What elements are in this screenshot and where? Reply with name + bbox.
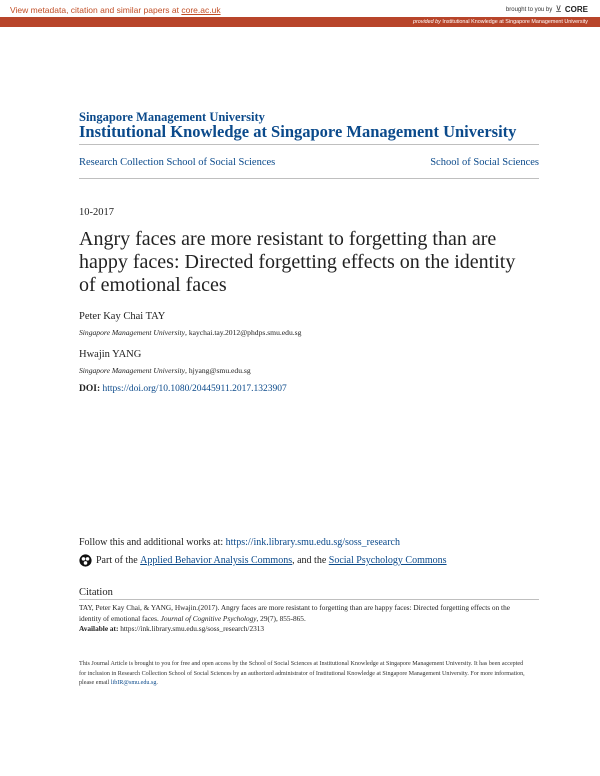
brought-to-you-text: brought to you by bbox=[505, 6, 553, 13]
social-psychology-commons-link[interactable]: Social Psychology Commons bbox=[328, 555, 447, 566]
core-view-prefix: View metadata, citation and similar papers at bbox=[10, 5, 182, 15]
follow-label: Follow this and additional works at: bbox=[79, 537, 226, 548]
doi-line bbox=[79, 384, 287, 394]
journal-name: Journal of Cognitive Psychology bbox=[160, 613, 257, 623]
citation-text bbox=[79, 603, 529, 635]
provided-by-label: provided by bbox=[412, 19, 441, 25]
part-of-label: Part of the bbox=[96, 555, 138, 566]
disclaimer-body: This Journal Article is brought to you for free and open access by the School of Social Sciences at Institutional Knowledge at Singapore Management University. It has been accepted for inclusion in Research Collection School of Social Sciences by an authorized administrator of Institutional Knowledge at Singapore Management University. For more information, please email bbox=[79, 661, 525, 686]
author-1-email: , kaychai.tay.2012@phdps.smu.edu.sg bbox=[185, 328, 302, 337]
core-logo-icon: ⊻ bbox=[555, 4, 562, 14]
core-brought-to-you bbox=[506, 4, 588, 15]
citation-main: TAY, Peter Kay Chai, & YANG, Hwajin.(2017). Angry faces are more resistant to forgetting than are happy faces: Directed forgetting effects on the identity of emotional faces. bbox=[79, 603, 510, 623]
and-the-text: , and the bbox=[292, 555, 327, 566]
provided-by-bar bbox=[0, 17, 600, 27]
collection-divider bbox=[79, 178, 539, 179]
commons-network-icon bbox=[79, 554, 92, 567]
citation-divider bbox=[79, 599, 539, 600]
core-banner bbox=[0, 0, 600, 28]
author-1-name: Peter Kay Chai TAY bbox=[79, 311, 166, 322]
core-view-link[interactable] bbox=[10, 5, 221, 15]
author-2-institution: Singapore Management University bbox=[79, 366, 186, 375]
author-1-affiliation bbox=[79, 328, 301, 337]
core-logo[interactable]: CORE bbox=[564, 5, 588, 14]
publication-date: 10-2017 bbox=[79, 207, 114, 218]
journal-volume: , 29(7), 855-865. bbox=[256, 613, 306, 623]
library-email-link[interactable]: libIR@smu.edu.sg bbox=[110, 680, 157, 686]
provider-name: Institutional Knowledge at Singapore Management University bbox=[442, 19, 588, 25]
follow-works bbox=[79, 537, 400, 548]
collection-url-link[interactable]: https://ink.library.smu.edu.sg/soss_research bbox=[225, 537, 400, 548]
applied-behavior-commons-link[interactable]: Applied Behavior Analysis Commons bbox=[140, 555, 293, 566]
article-title: Angry faces are more resistant to forgetting than are happy faces: Directed forgetting effects on the identity of emotional faces bbox=[79, 228, 516, 296]
doi-label: DOI: bbox=[79, 384, 101, 394]
doi-link[interactable]: https://doi.org/10.1080/20445911.2017.1323907 bbox=[102, 384, 287, 394]
school-link[interactable]: School of Social Sciences bbox=[430, 157, 539, 168]
available-url[interactable]: https://ink.library.smu.edu.sg/soss_research/2313 bbox=[118, 624, 265, 633]
core-ac-uk-link[interactable]: core.ac.uk bbox=[181, 5, 221, 15]
author-2-email: , hjyang@smu.edu.sg bbox=[185, 366, 251, 375]
collection-link[interactable]: Research Collection School of Social Sciences bbox=[79, 157, 276, 168]
citation-heading: Citation bbox=[79, 587, 113, 598]
header-divider bbox=[79, 144, 539, 145]
disclaimer-end: . bbox=[156, 680, 158, 686]
author-2-affiliation bbox=[79, 366, 251, 375]
available-at-label: Available at: bbox=[79, 624, 119, 633]
disclaimer-text bbox=[79, 660, 529, 689]
part-of-line bbox=[79, 554, 447, 567]
author-2-name: Hwajin YANG bbox=[79, 349, 142, 360]
author-1-institution: Singapore Management University bbox=[79, 328, 186, 337]
university-name[interactable]: Singapore Management University bbox=[79, 110, 265, 124]
repository-name[interactable]: Institutional Knowledge at Singapore Management University bbox=[79, 122, 517, 141]
